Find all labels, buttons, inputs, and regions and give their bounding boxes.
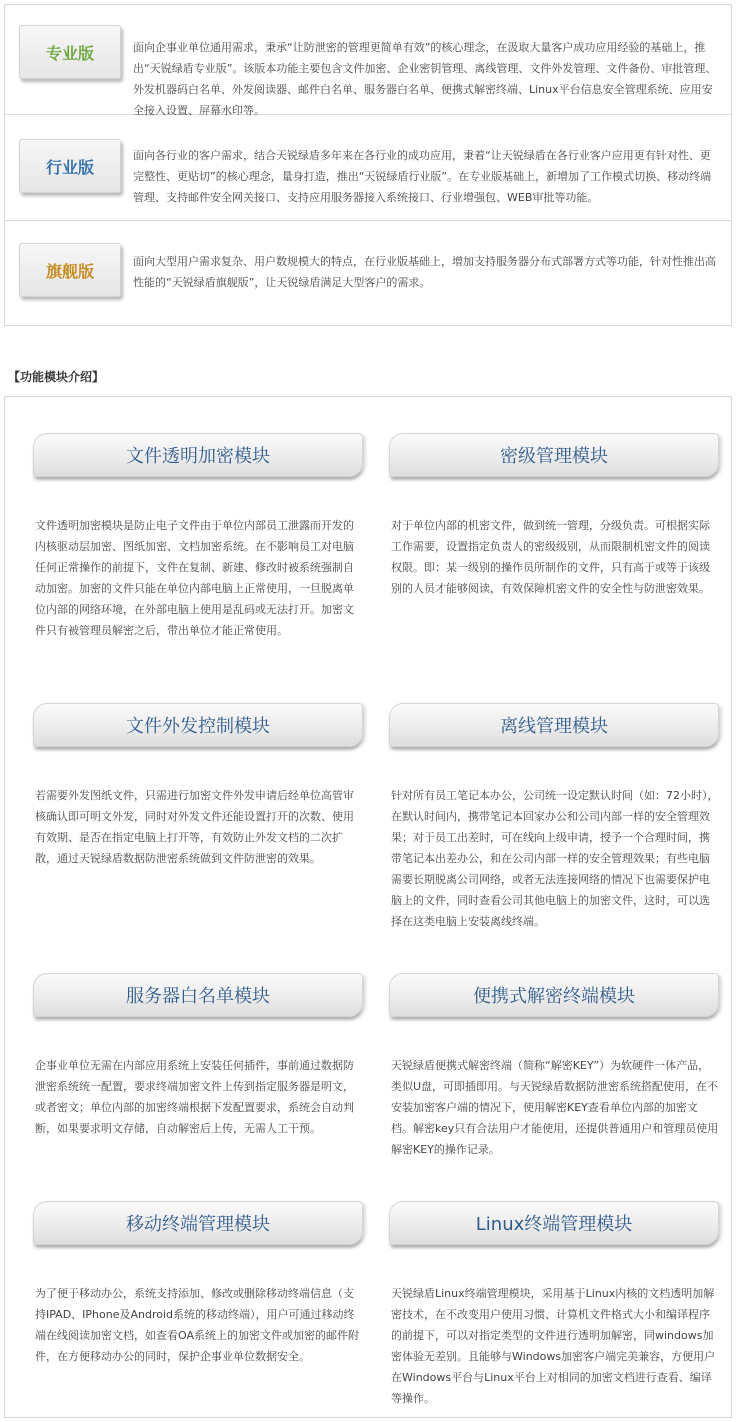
module-description: 针对所有员工笔记本办公，公司统一设定默认时间（如：72小时），在默认时间内，携带笔记本回家办公和公司内部一样的安全管理效果；对于员工出差时，可在线向上级申请，授予一个合理时间，携带笔记本出差办公，和在公司内部一样的安全管理效果；有些电脑需要长期脱离公司网络，或者无法连接网络的情况下也需要保护电脑上的文件，同时查看公司其他电脑上的加密文件，这时，可以选择在这类电脑上安装离线终端。 <box>391 789 719 928</box>
module-description: 天锐绿盾Linux终端管理模块，采用基于Linux内核的文档透明加解密技术，在不改变用户使用习惯、计算机文件格式大小和编译程序的前提下，可以对指定类型的文件进行透明加解密，同windows加密体验无差别。且能够与Windows加密客户端完美兼容，方便用户在Windows平台与Linux平台上对相同的加密文档进行查看、编译等操作。 <box>391 1287 716 1405</box>
module-title: 离线管理模块 <box>389 703 719 747</box>
module-title: 服务器白名单模块 <box>33 973 363 1017</box>
module-description: 天锐绿盾便携式解密终端（简称“解密KEY”）为软硬件一体产品，类似U盘，可即插即用。与天锐绿盾数据防泄密系统搭配使用，在不安装加密客户端的情况下，使用解密KEY查看单位内部的加密文档。解密key只有合法用户才能使用，还提供普通用户和管理员使用解密KEY的操作记录。 <box>391 1059 719 1156</box>
module-title: 文件外发控制模块 <box>33 703 363 747</box>
module-description: 文件透明加密模块是防止电子文件由于单位内部员工泄露而开发的内核驱动层加密、图纸加密、文档加密系统。在不影响员工对电脑任何正常操作的前提下，文件在复制、新建、修改时被系统强制自动加密。加密的文件只能在单位内部电脑上正常使用，一旦脱离单位内部的网络环境，在外部电脑上使用是乱码或无法打开。加密文件只有被管理员解密之后，带出单位才能正常使用。 <box>35 519 354 637</box>
module-description: 为了便于移动办公，系统支持添加、修改或删除移动终端信息（支持IPAD、IPhone及Android系统的移动终端），用户可通过移动终端在线阅读加密文档，如查看OA系统上的加密文件或加密的邮件附件，在方便移动办公的同时，保护企事业单位数据安全。 <box>35 1287 359 1363</box>
module-description: 若需要外发图纸文件，只需进行加密文件外发申请后经单位高管审核确认即可明文外发，同时对外发文件还能设置打开的次数、使用有效期、是否在指定电脑上打开等，有效防止外发文档的二次扩散，通过天锐绿盾数据防泄密系统做到文件防泄密的效果。 <box>35 789 354 865</box>
module-card-offline <box>389 703 719 932</box>
edition-description: 面向各行业的客户需求，结合天锐绿盾多年来在各行业的成功应用，秉着“让天锐绿盾在各行业客户应用更有针对性、更完整性、更贴切”的核心理念，量身打造，推出“天锐绿盾行业版”。在专业版基础上，新增加了工作模式切换、移动终端管理、支持邮件安全网关接口、支持应用服务器接入系统接口、行业增强包、WEB审批等功能。 <box>133 149 712 204</box>
modules-panel <box>4 396 732 1418</box>
module-card-file-encryption <box>33 433 363 641</box>
module-title: 便携式解密终端模块 <box>389 973 719 1017</box>
module-title: Linux终端管理模块 <box>389 1201 719 1245</box>
module-description: 对于单位内部的机密文件，做到统一管理，分级负责。可根据实际工作需要，设置指定负责人的密级级别，从而限制机密文件的阅读权限。即：某一级别的操作员所制作的文件，只有高于或等于该级别的人员才能够阅读，有效保障机密文件的安全性与防泄密效果。 <box>391 519 710 595</box>
module-card-classification <box>389 433 719 599</box>
module-card-portable-decrypt <box>389 973 719 1160</box>
edition-row-industry <box>5 115 731 221</box>
module-card-outgoing-control <box>33 703 363 869</box>
edition-description: 面向企事业单位通用需求，秉承“让防泄密的管理更简单有效”的核心理念，在汲取大量客户成功应用经验的基础上，推出“天锐绿盾专业版”。该版本功能主要包含文件加密、企业密钥管理、离线管理、文件外发管理、文件备份、审批管理、外发机器码白名单、外发阅读器、邮件白名单、服务器白名单、便携式解密终端、Linux平台信息安全管理系统、应用安全接入设置、屏幕水印等。 <box>133 41 717 117</box>
edition-badge-industry: 行业版 <box>19 139 121 193</box>
edition-badge-professional: 专业版 <box>19 25 121 79</box>
module-title: 文件透明加密模块 <box>33 433 363 477</box>
module-description: 企事业单位无需在内部应用系统上安装任何插件，事前通过数据防泄密系统统一配置，要求终端加密文件上传到指定服务器是明文，或者密文；单位内部的加密终端根据下发配置要求，系统会自动判断，如果要求明文存储，自动解密后上传，无需人工干预。 <box>35 1059 354 1135</box>
module-card-server-whitelist <box>33 973 363 1139</box>
edition-row-flagship <box>5 221 731 325</box>
editions-table <box>4 4 732 326</box>
module-title: 密级管理模块 <box>389 433 719 477</box>
edition-badge-flagship: 旗舰版 <box>19 243 121 297</box>
section-title: 【功能模块介绍】 <box>8 370 105 384</box>
edition-row-professional <box>5 5 731 115</box>
module-card-linux <box>389 1201 719 1409</box>
edition-description: 面向大型用户需求复杂、用户数规模大的特点，在行业版基础上，增加支持服务器分布式部署方式等功能，针对性推出高性能的“天锐绿盾旗舰版”，让天锐绿盾满足大型客户的需求。 <box>133 255 716 289</box>
module-card-mobile <box>33 1201 363 1367</box>
module-title: 移动终端管理模块 <box>33 1201 363 1245</box>
